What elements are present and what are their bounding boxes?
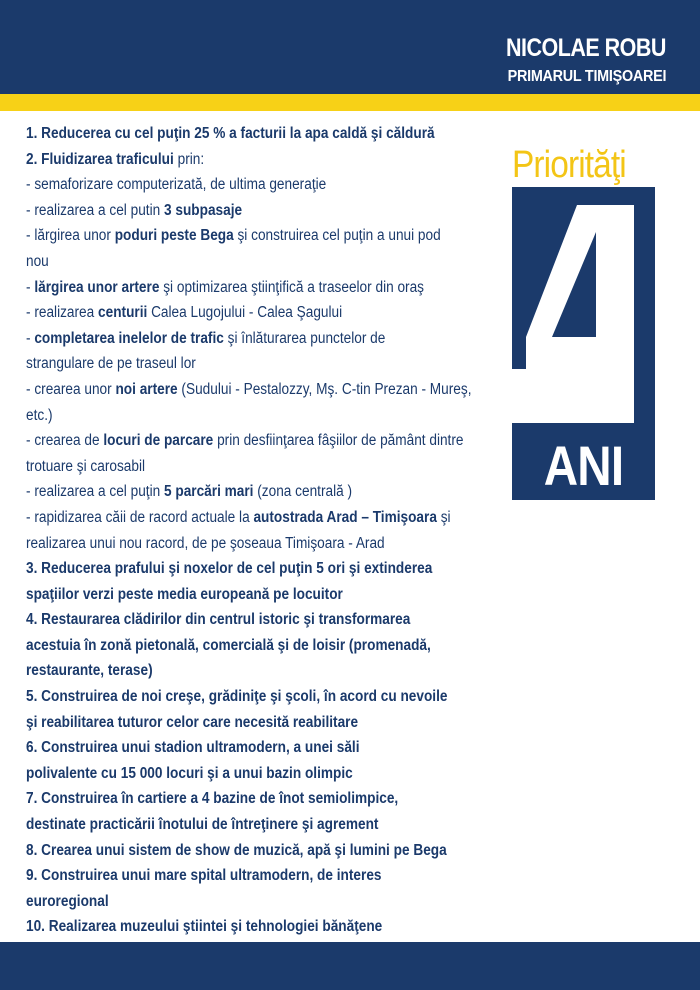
priority-text: - realizarea a cel puţin bbox=[26, 483, 164, 501]
priority-line bbox=[26, 838, 496, 864]
mayor-name: NICOLAE ROBU bbox=[506, 34, 666, 62]
priority-line bbox=[26, 147, 496, 173]
priority-text: 7. Construirea în cartiere a 4 bazine de înot semiolimpice, bbox=[26, 790, 399, 808]
priority-text: noi artere bbox=[115, 380, 178, 398]
priority-text: şi construirea cel puţin a unui pod bbox=[233, 227, 441, 245]
priority-text: 3 subpasaje bbox=[163, 201, 243, 219]
years-block bbox=[512, 423, 655, 500]
priority-text: 10. Realizarea muzeului ştiintei şi tehnologiei bănăţene bbox=[26, 918, 383, 936]
priority-text: - crearea de bbox=[26, 432, 104, 450]
priority-line bbox=[26, 531, 496, 557]
priority-text: 2. Fluidizarea traficului bbox=[26, 150, 174, 168]
priority-text: destinate practicării înotului de întreţinere şi agrement bbox=[26, 816, 379, 834]
priority-line bbox=[26, 761, 496, 787]
priority-text: - bbox=[26, 329, 35, 347]
priority-line bbox=[26, 658, 496, 684]
priority-text: şi optimizarea ştiinţifică a traseelor din oraş bbox=[159, 278, 425, 296]
priority-line bbox=[26, 812, 496, 838]
priority-text: restaurante, terase) bbox=[26, 662, 153, 680]
priority-text: - rapidizarea căii de racord actuale la bbox=[26, 508, 254, 526]
priority-line bbox=[26, 914, 496, 940]
priority-line bbox=[26, 249, 496, 275]
priority-line bbox=[26, 684, 496, 710]
priority-text: nou bbox=[26, 252, 49, 270]
priority-text: trotuare şi carosabil bbox=[26, 457, 146, 475]
priority-text: strangulare de pe traseul lor bbox=[26, 355, 196, 373]
priority-line bbox=[26, 121, 496, 147]
priority-text: realizarea unui nou racord, de pe şoseaua Timişoara - Arad bbox=[26, 534, 385, 552]
priority-text: prin: bbox=[173, 150, 205, 168]
priority-text: prin desfiinţarea fâşiilor de pământ dintre bbox=[213, 432, 464, 450]
priority-line bbox=[26, 172, 496, 198]
priority-text: centurii bbox=[98, 304, 148, 322]
priority-text: 3. Reducerea prafului şi noxelor de cel puţin 5 ori şi extinderea bbox=[26, 560, 433, 578]
priority-text: 8. Crearea unui sistem de show de muzică, apă şi lumini pe Bega bbox=[26, 841, 447, 859]
priority-line bbox=[26, 607, 496, 633]
big-number-four bbox=[512, 187, 655, 428]
priority-text: poduri peste Bega bbox=[114, 227, 234, 245]
priority-text: şi înlăturarea punctelor de bbox=[223, 329, 386, 347]
priority-line bbox=[26, 505, 496, 531]
priority-line bbox=[26, 863, 496, 889]
priority-text: lărgirea unor artere bbox=[34, 278, 160, 296]
priority-text: euroregional bbox=[26, 892, 109, 910]
priority-text: acestuia în zonă pietonală, comercială şi de loisir (promenadă, bbox=[26, 636, 431, 654]
years-label: ANI bbox=[543, 434, 624, 497]
priority-text: şi bbox=[436, 508, 451, 526]
priority-text: - realizarea bbox=[26, 304, 99, 322]
priority-line bbox=[26, 582, 496, 608]
priority-text: Calea Lugojului - Calea Şagului bbox=[147, 304, 343, 322]
priority-text: 5. Construirea de noi creşe, grădiniţe şi şcoli, în acord cu nevoile bbox=[26, 688, 448, 706]
priority-text: - realizarea a cel putin bbox=[26, 201, 164, 219]
priority-line bbox=[26, 479, 496, 505]
priority-text: 5 parcări mari bbox=[163, 483, 254, 501]
priority-text: completarea inelelor de trafic bbox=[34, 329, 224, 347]
priority-line bbox=[26, 351, 496, 377]
priority-text: polivalente cu 15 000 locuri şi a unui bazin olimpic bbox=[26, 764, 353, 782]
mayor-title: PRIMARUL TIMIŞOAREI bbox=[507, 68, 666, 85]
priority-text: - bbox=[26, 278, 35, 296]
priority-line bbox=[26, 428, 496, 454]
priority-text: spaţiilor verzi peste media europeană pe locuitor bbox=[26, 585, 343, 603]
priority-text: 9. Construirea unui mare spital ultramodern, de interes bbox=[26, 867, 382, 885]
priority-line bbox=[26, 556, 496, 582]
priority-text: şi reabilitarea tuturor celor care necesită reabilitare bbox=[26, 713, 359, 731]
priority-line bbox=[26, 300, 496, 326]
priority-text: 6. Construirea unui stadion ultramodern, a unei săli bbox=[26, 739, 360, 757]
priority-line bbox=[26, 403, 496, 429]
priority-text: - crearea unor bbox=[26, 380, 116, 398]
header-bar bbox=[0, 0, 700, 94]
footer-bar bbox=[0, 942, 700, 990]
priority-line bbox=[26, 275, 496, 301]
priority-line bbox=[26, 633, 496, 659]
priority-text: - semaforizare computerizată, de ultima generaţie bbox=[26, 176, 327, 194]
priority-line bbox=[26, 889, 496, 915]
priority-line bbox=[26, 198, 496, 224]
priorities-heading: Priorităţi bbox=[512, 144, 626, 186]
priority-text: locuri de parcare bbox=[103, 432, 214, 450]
priority-line bbox=[26, 223, 496, 249]
priority-text: (zona centrală ) bbox=[253, 483, 353, 501]
priority-line bbox=[26, 710, 496, 736]
priority-line bbox=[26, 786, 496, 812]
priority-line bbox=[26, 377, 496, 403]
priority-text: autostrada Arad – Timişoara bbox=[253, 508, 437, 526]
priority-text: 4. Restaurarea clădirilor din centrul istoric şi transformarea bbox=[26, 611, 411, 629]
priority-line bbox=[26, 735, 496, 761]
number-four-graphic bbox=[512, 187, 655, 423]
yellow-stripe bbox=[0, 94, 700, 111]
priority-text: 1. Reducerea cu cel puţin 25 % a facturii la apa caldă şi căldură bbox=[26, 125, 435, 142]
priorities-list bbox=[26, 121, 496, 940]
priority-line bbox=[26, 454, 496, 480]
priority-text: - lărgirea unor bbox=[26, 227, 115, 245]
priority-text: etc.) bbox=[26, 406, 53, 424]
priority-line bbox=[26, 326, 496, 352]
priority-text: (Sudului - Pestalozzy, Mş. C-tin Prezan - Mureş, bbox=[177, 380, 472, 398]
